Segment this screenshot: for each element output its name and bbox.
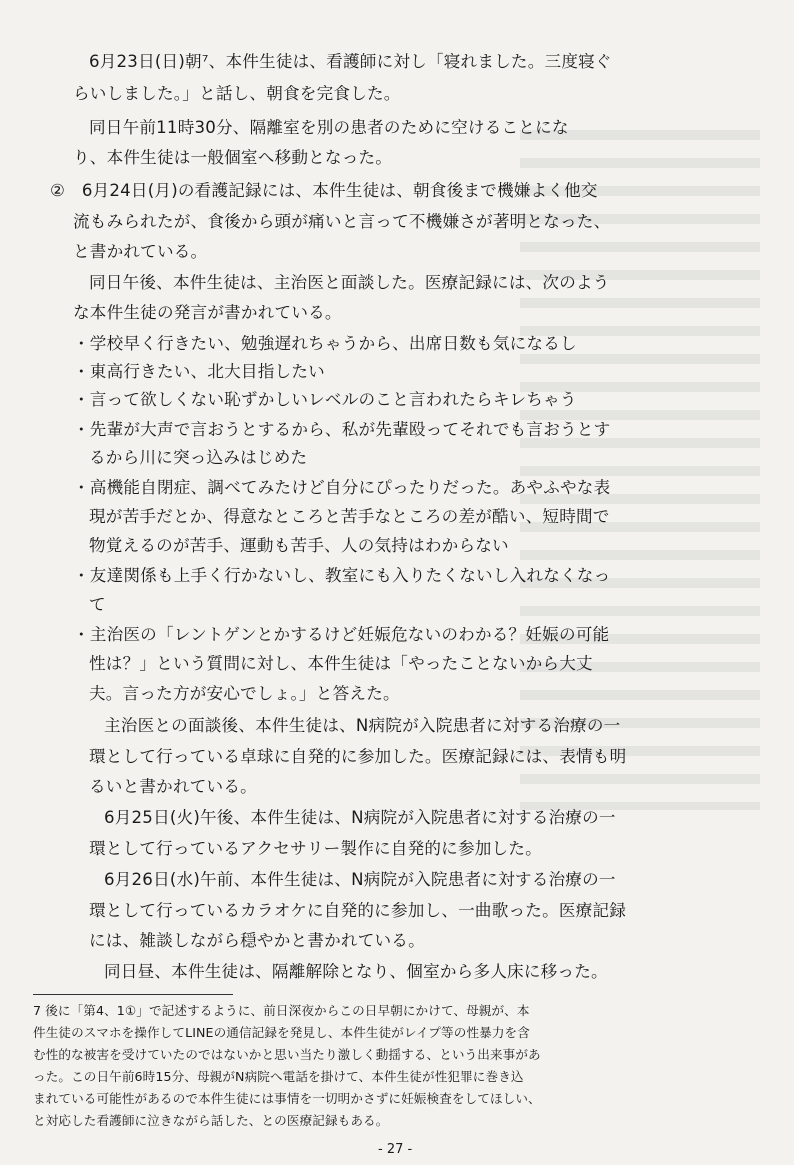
body-line: ・東高行きたい、北大目指したい — [73, 362, 325, 381]
body-line: ・友達関係も上手く行かないし、教室にも入りたくないし入れなくなっ — [73, 566, 611, 585]
footnote-line: った。この日午前6時15分、母親がN病院へ電話を掛けて、本件生徒が性犯罪に巻き込 — [33, 1069, 524, 1084]
footnote-line: 件生徒のスマホを操作してLINEの通信記録を発見し、本件生徒がレイプ等の性暴力を含 — [33, 1025, 530, 1040]
footnote-line: と対応した看護師に泣きながら話した、との医療記録もある。 — [33, 1113, 389, 1128]
body-line: な本件生徒の発言が書かれている。 — [73, 303, 342, 322]
body-line: らいしました。」と話し、朝食を完食した。 — [73, 84, 401, 103]
body-line: 6月26日(水)午前、本件生徒は、N病院が入院患者に対する治療の一 — [104, 870, 616, 889]
body-line: 同日昼、本件生徒は、隔離解除となり、個室から多人床に移った。 — [104, 962, 608, 981]
body-line: 環として行っているアクセサリー製作に自発的に参加した。 — [89, 839, 542, 858]
body-line: り、本件生徒は一般個室へ移動となった。 — [73, 148, 393, 167]
footnote-divider — [33, 994, 233, 995]
footnote-line: む性的な被害を受けていたのではないかと思い当たり激しく動揺する、という出来事があ — [33, 1047, 541, 1062]
body-line: るから川に突っ込みはじめた — [89, 448, 308, 467]
body-line: 同日午後、本件生徒は、主治医と面談した。医療記録には、次のよう — [89, 273, 610, 292]
footnote-line: 7 後に「第4、1①」で記述するように、前日深夜からこの日早朝にかけて、母親が、本 — [33, 1003, 530, 1018]
body-line: ・高機能自閉症、調べてみたけど自分にぴったりだった。あやふやな表 — [73, 478, 611, 497]
body-line: 現が苦手だとか、得意なところと苦手なところの差が酷い、短時間で — [89, 507, 610, 526]
body-line: ・先輩が大声で言おうとするから、私が先輩殴ってそれでも言おうとす — [73, 420, 611, 439]
body-line: 物覚えるのが苦手、運動も苦手、人の気持はわからない — [89, 536, 509, 555]
body-line: 性は？」という質問に対し、本件生徒は「やったことないから大丈 — [89, 654, 593, 673]
page-number: - 27 - — [378, 1142, 413, 1157]
body-line: 環として行っている卓球に自発的に参加した。医療記録には、表情も明 — [89, 747, 627, 766]
body-line: ・学校早く行きたい、勉強遅れちゃうから、出席日数も気になるし — [73, 334, 577, 353]
body-line: て — [89, 595, 106, 614]
body-line: 流もみられたが、食後から頭が痛いと言って不機嫌さが著明となった、 — [73, 212, 611, 231]
body-line: 6月23日(日)朝⁷、本件生徒は、看護師に対し「寝れました。三度寝ぐ — [89, 52, 612, 71]
body-line: ・主治医の「レントゲンとかするけど妊娠危ないのわかる？妊娠の可能 — [73, 625, 610, 644]
body-line: には、雑談しながら穏やかと書かれている。 — [89, 931, 425, 950]
bleed-through-text — [520, 130, 760, 810]
body-line: ② 6月24日(月)の看護記録には、本件生徒は、朝食後まで機嫌よく他交 — [50, 181, 598, 200]
body-line: 夫。言った方が安心でしょ。」と答えた。 — [89, 684, 400, 703]
body-line: 主治医との面談後、本件生徒は、N病院が入院患者に対する治療の一 — [104, 716, 621, 735]
body-line: と書かれている。 — [73, 242, 208, 261]
footnote-line: まれている可能性があるので本件生徒には事情を一切明かさずに妊娠検査をしてほしい、 — [33, 1091, 541, 1106]
body-line: 6月25日(火)午後、本件生徒は、N病院が入院患者に対する治療の一 — [104, 808, 616, 827]
body-line: 同日午前11時30分、隔離室を別の患者のために空けることにな — [89, 118, 569, 137]
body-line: 環として行っているカラオケに自発的に参加し、一曲歌った。医療記録 — [89, 901, 627, 920]
body-line: るいと書かれている。 — [89, 777, 257, 796]
body-line: ・言って欲しくない恥ずかしいレベルのこと言われたらキレちゃう — [73, 390, 577, 409]
